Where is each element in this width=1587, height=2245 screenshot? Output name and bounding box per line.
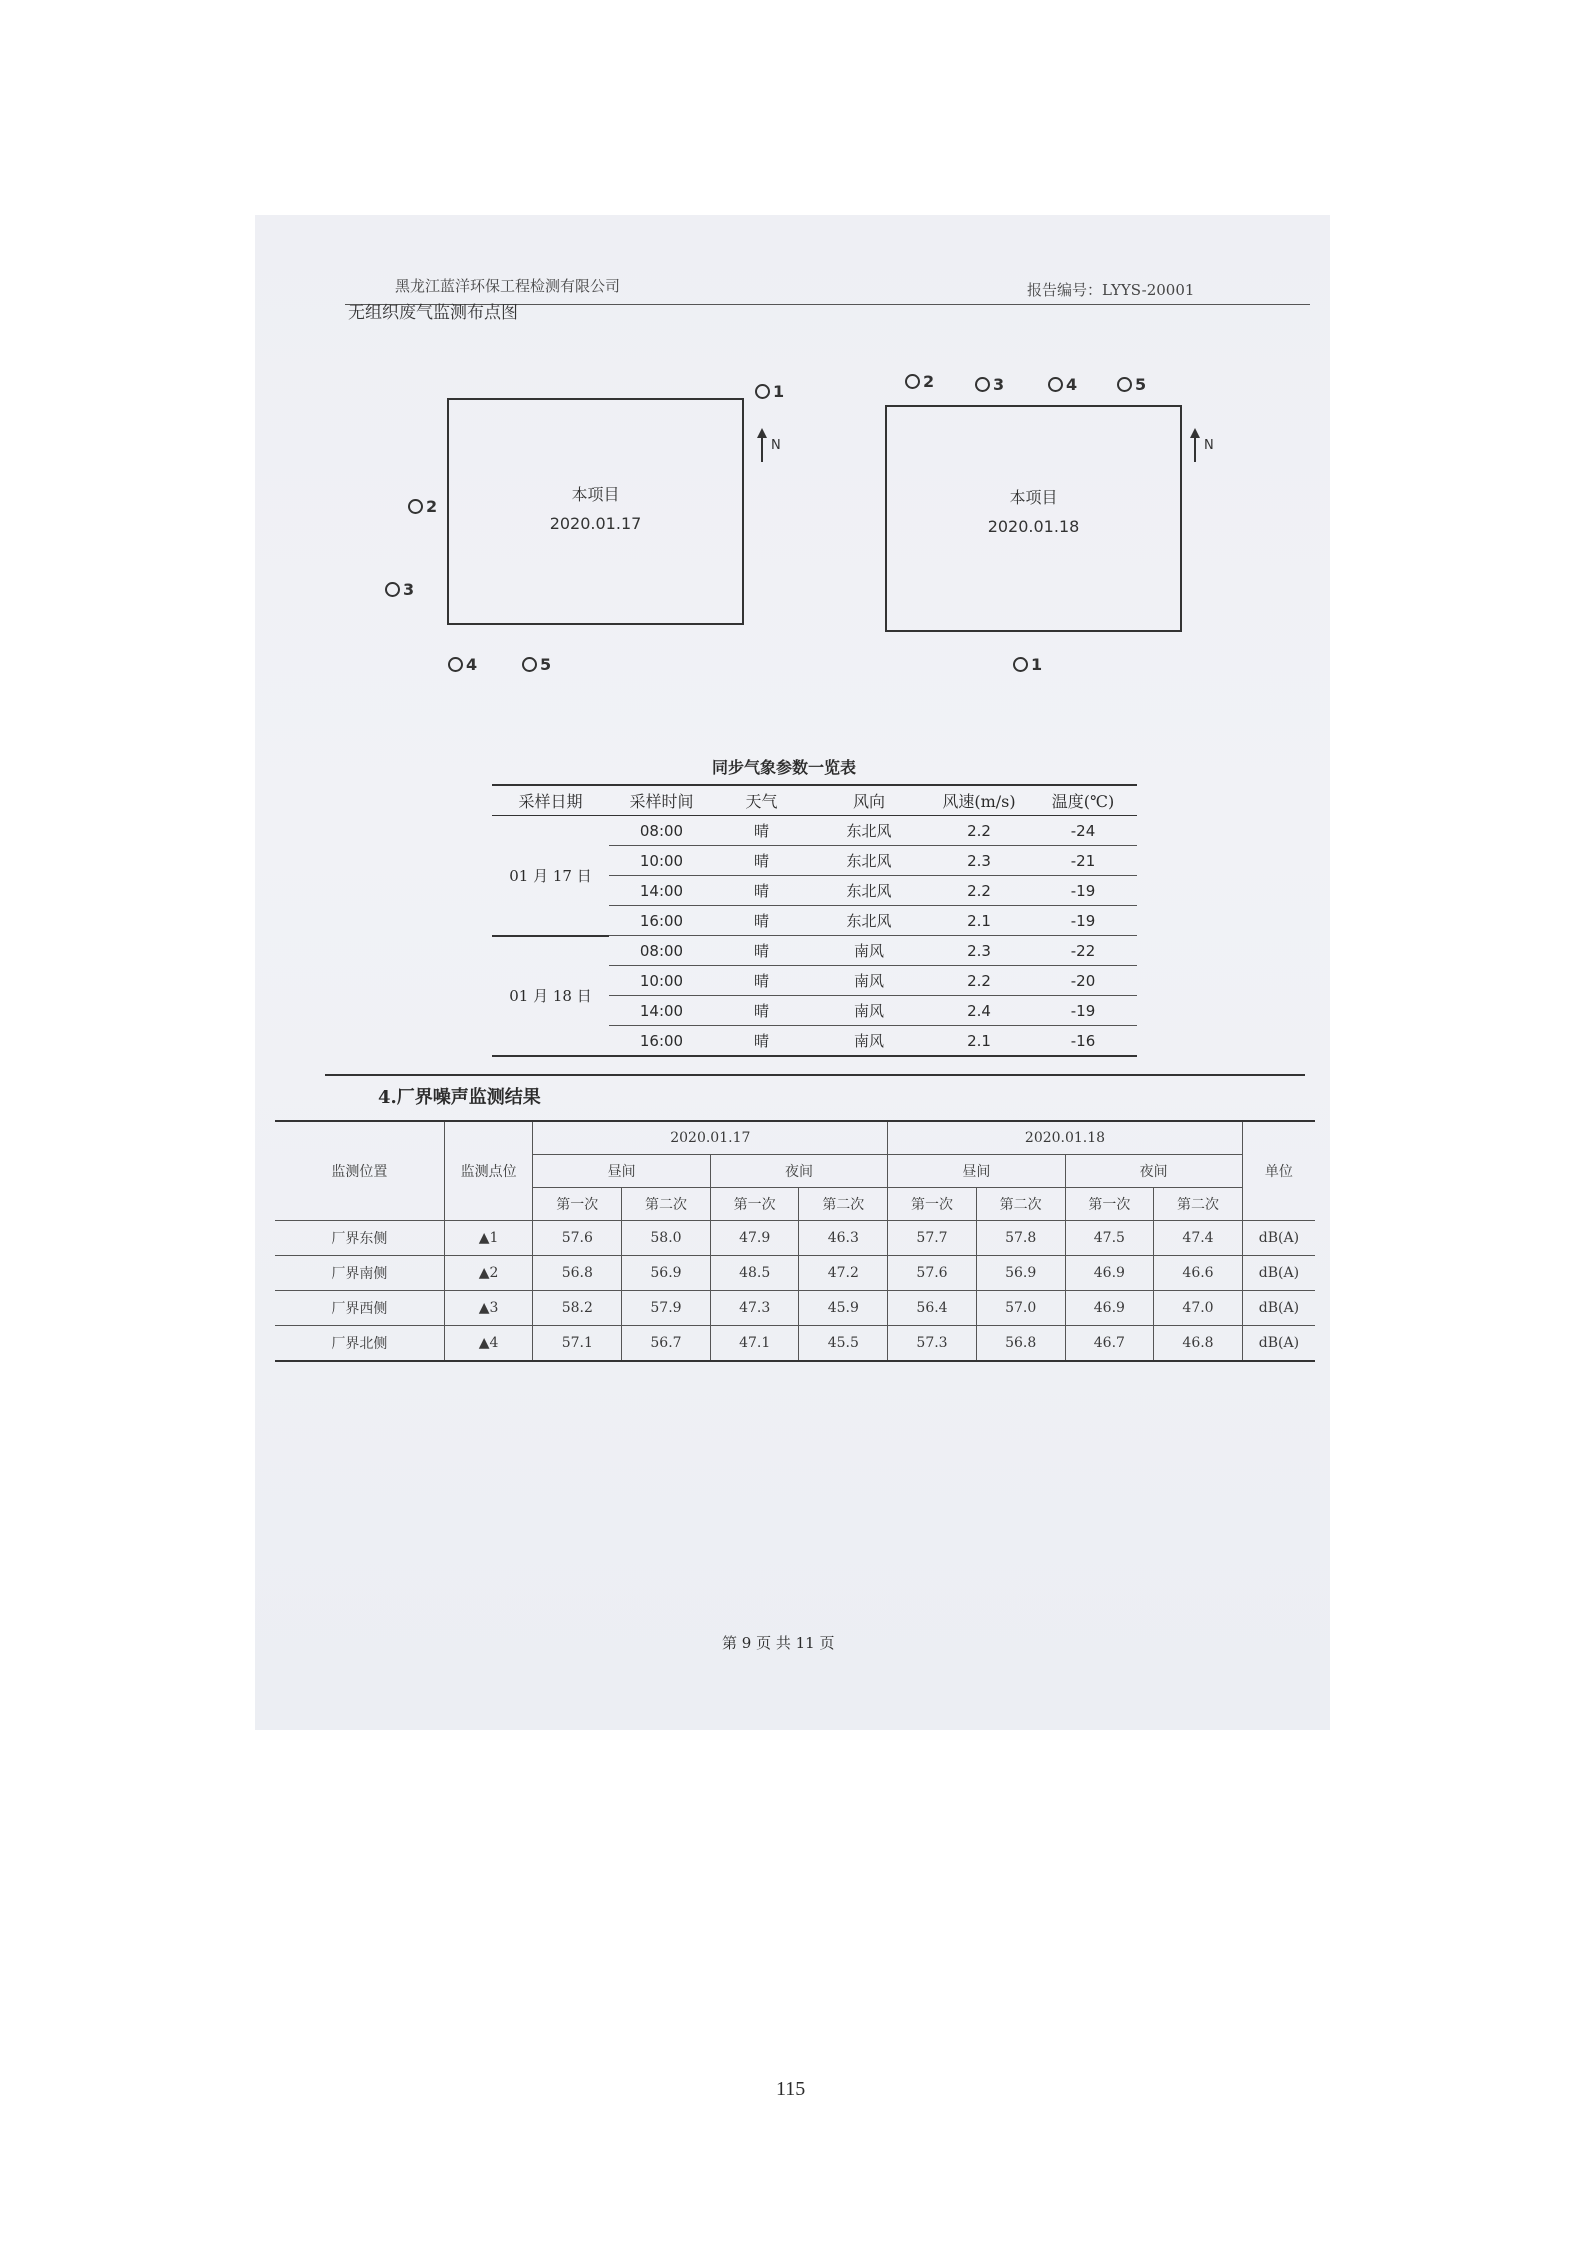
section-rule xyxy=(325,1074,1305,1076)
table-row xyxy=(275,1221,1315,1256)
circle-icon xyxy=(905,374,920,389)
round-header: 第一次 xyxy=(888,1188,977,1221)
point-cell: ▲4 xyxy=(444,1326,533,1362)
circle-icon xyxy=(755,384,770,399)
period-header: 昼间 xyxy=(888,1155,1065,1188)
wind-direction: 东北风 xyxy=(809,816,929,846)
site-date: 2020.01.17 xyxy=(549,514,642,533)
sample-time: 16:00 xyxy=(609,1026,714,1057)
value-cell: 57.1 xyxy=(533,1326,622,1362)
sample-date: 01 月 17 日 xyxy=(492,816,609,936)
weather-cell: 晴 xyxy=(714,846,809,876)
table-row xyxy=(275,1291,1315,1326)
col-header-point: 监测点位 xyxy=(444,1121,533,1221)
value-cell: 45.5 xyxy=(799,1326,888,1362)
period-header: 夜间 xyxy=(1065,1155,1242,1188)
unit-cell: dB(A) xyxy=(1242,1326,1315,1362)
temperature: -20 xyxy=(1029,966,1137,996)
unit-cell: dB(A) xyxy=(1242,1221,1315,1256)
period-header: 夜间 xyxy=(710,1155,887,1188)
site-box-left xyxy=(447,398,744,625)
temperature: -21 xyxy=(1029,846,1137,876)
location-cell: 厂界东侧 xyxy=(275,1221,444,1256)
weather-cell: 晴 xyxy=(714,966,809,996)
weather-cell: 晴 xyxy=(714,996,809,1026)
value-cell: 57.0 xyxy=(976,1291,1065,1326)
noise-table xyxy=(275,1120,1315,1362)
value-cell: 47.0 xyxy=(1154,1291,1243,1326)
value-cell: 56.4 xyxy=(888,1291,977,1326)
col-header-location: 监测位置 xyxy=(275,1121,444,1221)
header-row-dates xyxy=(275,1121,1315,1155)
value-cell: 57.3 xyxy=(888,1326,977,1362)
temperature: -19 xyxy=(1029,996,1137,1026)
value-cell: 46.9 xyxy=(1065,1291,1154,1326)
value-cell: 47.1 xyxy=(710,1326,799,1362)
sample-time: 14:00 xyxy=(609,996,714,1026)
value-cell: 47.3 xyxy=(710,1291,799,1326)
weather-cell: 晴 xyxy=(714,936,809,966)
round-header: 第一次 xyxy=(710,1188,799,1221)
sample-time: 10:00 xyxy=(609,966,714,996)
wind-speed: 2.2 xyxy=(929,876,1029,906)
col-header: 风速(m/s) xyxy=(929,785,1029,816)
value-cell: 58.2 xyxy=(533,1291,622,1326)
value-cell: 56.9 xyxy=(622,1256,711,1291)
col-header: 温度(℃) xyxy=(1029,785,1137,816)
monitor-point-5: 5 xyxy=(522,655,551,674)
wind-direction: 东北风 xyxy=(809,876,929,906)
col-header: 风向 xyxy=(809,785,929,816)
sample-time: 10:00 xyxy=(609,846,714,876)
value-cell: 57.6 xyxy=(888,1256,977,1291)
value-cell: 47.5 xyxy=(1065,1221,1154,1256)
weather-table-title: 同步气象参数一览表 xyxy=(712,758,857,777)
circle-icon xyxy=(1048,377,1063,392)
circle-icon xyxy=(385,582,400,597)
temperature: -19 xyxy=(1029,876,1137,906)
point-cell: ▲2 xyxy=(444,1256,533,1291)
date-header: 2020.01.18 xyxy=(888,1121,1243,1155)
col-header: 采样时间 xyxy=(609,785,714,816)
north-arrow-icon xyxy=(757,428,767,462)
wind-direction: 东北风 xyxy=(809,906,929,936)
value-cell: 56.8 xyxy=(976,1326,1065,1362)
section-title: 4.厂界噪声监测结果 xyxy=(378,1087,541,1108)
col-header: 天气 xyxy=(714,785,809,816)
round-header: 第二次 xyxy=(976,1188,1065,1221)
weather-cell: 晴 xyxy=(714,906,809,936)
value-cell: 47.4 xyxy=(1154,1221,1243,1256)
value-cell: 56.8 xyxy=(533,1256,622,1291)
wind-speed: 2.1 xyxy=(929,1026,1029,1057)
location-cell: 厂界南侧 xyxy=(275,1256,444,1291)
page-indicator: 第 9 页 共 11 页 xyxy=(722,1634,835,1652)
table-row xyxy=(492,936,1137,966)
sample-time: 14:00 xyxy=(609,876,714,906)
monitor-point-4: 4 xyxy=(1048,375,1077,394)
weather-cell: 晴 xyxy=(714,1026,809,1057)
value-cell: 45.9 xyxy=(799,1291,888,1326)
wind-direction: 南风 xyxy=(809,996,929,1026)
round-header: 第一次 xyxy=(1065,1188,1154,1221)
value-cell: 57.9 xyxy=(622,1291,711,1326)
monitor-point-2: 2 xyxy=(408,497,437,516)
table-row xyxy=(492,816,1137,846)
date-header: 2020.01.17 xyxy=(533,1121,888,1155)
monitor-point-3: 3 xyxy=(385,580,414,599)
north-arrow-right: N xyxy=(1190,428,1214,462)
monitor-point-4: 4 xyxy=(448,655,477,674)
monitor-point-2: 2 xyxy=(905,372,934,391)
temperature: -24 xyxy=(1029,816,1137,846)
circle-icon xyxy=(1117,377,1132,392)
value-cell: 46.3 xyxy=(799,1221,888,1256)
value-cell: 57.6 xyxy=(533,1221,622,1256)
north-arrow-icon xyxy=(1190,428,1200,462)
col-header-unit: 单位 xyxy=(1242,1121,1315,1221)
circle-icon xyxy=(408,499,423,514)
location-cell: 厂界北侧 xyxy=(275,1326,444,1362)
weather-table xyxy=(492,784,1137,1057)
round-header: 第二次 xyxy=(1154,1188,1243,1221)
value-cell: 47.9 xyxy=(710,1221,799,1256)
site-date: 2020.01.18 xyxy=(987,517,1080,536)
round-header: 第二次 xyxy=(799,1188,888,1221)
site-label: 本项目 xyxy=(1009,488,1058,507)
wind-direction: 东北风 xyxy=(809,846,929,876)
unit-cell: dB(A) xyxy=(1242,1256,1315,1291)
circle-icon xyxy=(448,657,463,672)
location-cell: 厂界西侧 xyxy=(275,1291,444,1326)
value-cell: 47.2 xyxy=(799,1256,888,1291)
wind-speed: 2.3 xyxy=(929,936,1029,966)
report-number: 报告编号：LYYS-20001 xyxy=(1027,281,1195,299)
temperature: -16 xyxy=(1029,1026,1137,1057)
value-cell: 46.6 xyxy=(1154,1256,1243,1291)
round-header: 第二次 xyxy=(622,1188,711,1221)
site-label: 本项目 xyxy=(571,485,620,504)
value-cell: 57.7 xyxy=(888,1221,977,1256)
diagram-title: 无组织废气监测布点图 xyxy=(348,303,518,323)
unit-cell: dB(A) xyxy=(1242,1291,1315,1326)
weather-cell: 晴 xyxy=(714,816,809,846)
wind-speed: 2.4 xyxy=(929,996,1029,1026)
monitor-point-1: 1 xyxy=(755,382,784,401)
wind-direction: 南风 xyxy=(809,966,929,996)
period-header: 昼间 xyxy=(533,1155,710,1188)
table-row xyxy=(275,1326,1315,1362)
point-cell: ▲1 xyxy=(444,1221,533,1256)
value-cell: 46.7 xyxy=(1065,1326,1154,1362)
wind-speed: 2.3 xyxy=(929,846,1029,876)
temperature: -22 xyxy=(1029,936,1137,966)
sample-time: 08:00 xyxy=(609,816,714,846)
company-name: 黑龙江蓝洋环保工程检测有限公司 xyxy=(395,277,621,295)
wind-speed: 2.2 xyxy=(929,966,1029,996)
monitor-point-5: 5 xyxy=(1117,375,1146,394)
value-cell: 56.9 xyxy=(976,1256,1065,1291)
col-header: 采样日期 xyxy=(492,785,609,816)
monitor-point-1: 1 xyxy=(1013,655,1042,674)
weather-cell: 晴 xyxy=(714,876,809,906)
value-cell: 56.7 xyxy=(622,1326,711,1362)
north-arrow-left: N xyxy=(757,428,781,462)
circle-icon xyxy=(975,377,990,392)
circle-icon xyxy=(522,657,537,672)
wind-speed: 2.1 xyxy=(929,906,1029,936)
monitor-point-3: 3 xyxy=(975,375,1004,394)
circle-icon xyxy=(1013,657,1028,672)
round-header: 第一次 xyxy=(533,1188,622,1221)
value-cell: 48.5 xyxy=(710,1256,799,1291)
value-cell: 57.8 xyxy=(976,1221,1065,1256)
page-number: 115 xyxy=(776,2078,806,2100)
wind-direction: 南风 xyxy=(809,936,929,966)
sample-time: 16:00 xyxy=(609,906,714,936)
temperature: -19 xyxy=(1029,906,1137,936)
wind-speed: 2.2 xyxy=(929,816,1029,846)
value-cell: 58.0 xyxy=(622,1221,711,1256)
wind-direction: 南风 xyxy=(809,1026,929,1057)
weather-header-row xyxy=(492,785,1137,816)
value-cell: 46.9 xyxy=(1065,1256,1154,1291)
site-box-right xyxy=(885,405,1182,632)
value-cell: 46.8 xyxy=(1154,1326,1243,1362)
table-row xyxy=(275,1256,1315,1291)
sample-time: 08:00 xyxy=(609,936,714,966)
sample-date: 01 月 18 日 xyxy=(492,936,609,1057)
point-cell: ▲3 xyxy=(444,1291,533,1326)
